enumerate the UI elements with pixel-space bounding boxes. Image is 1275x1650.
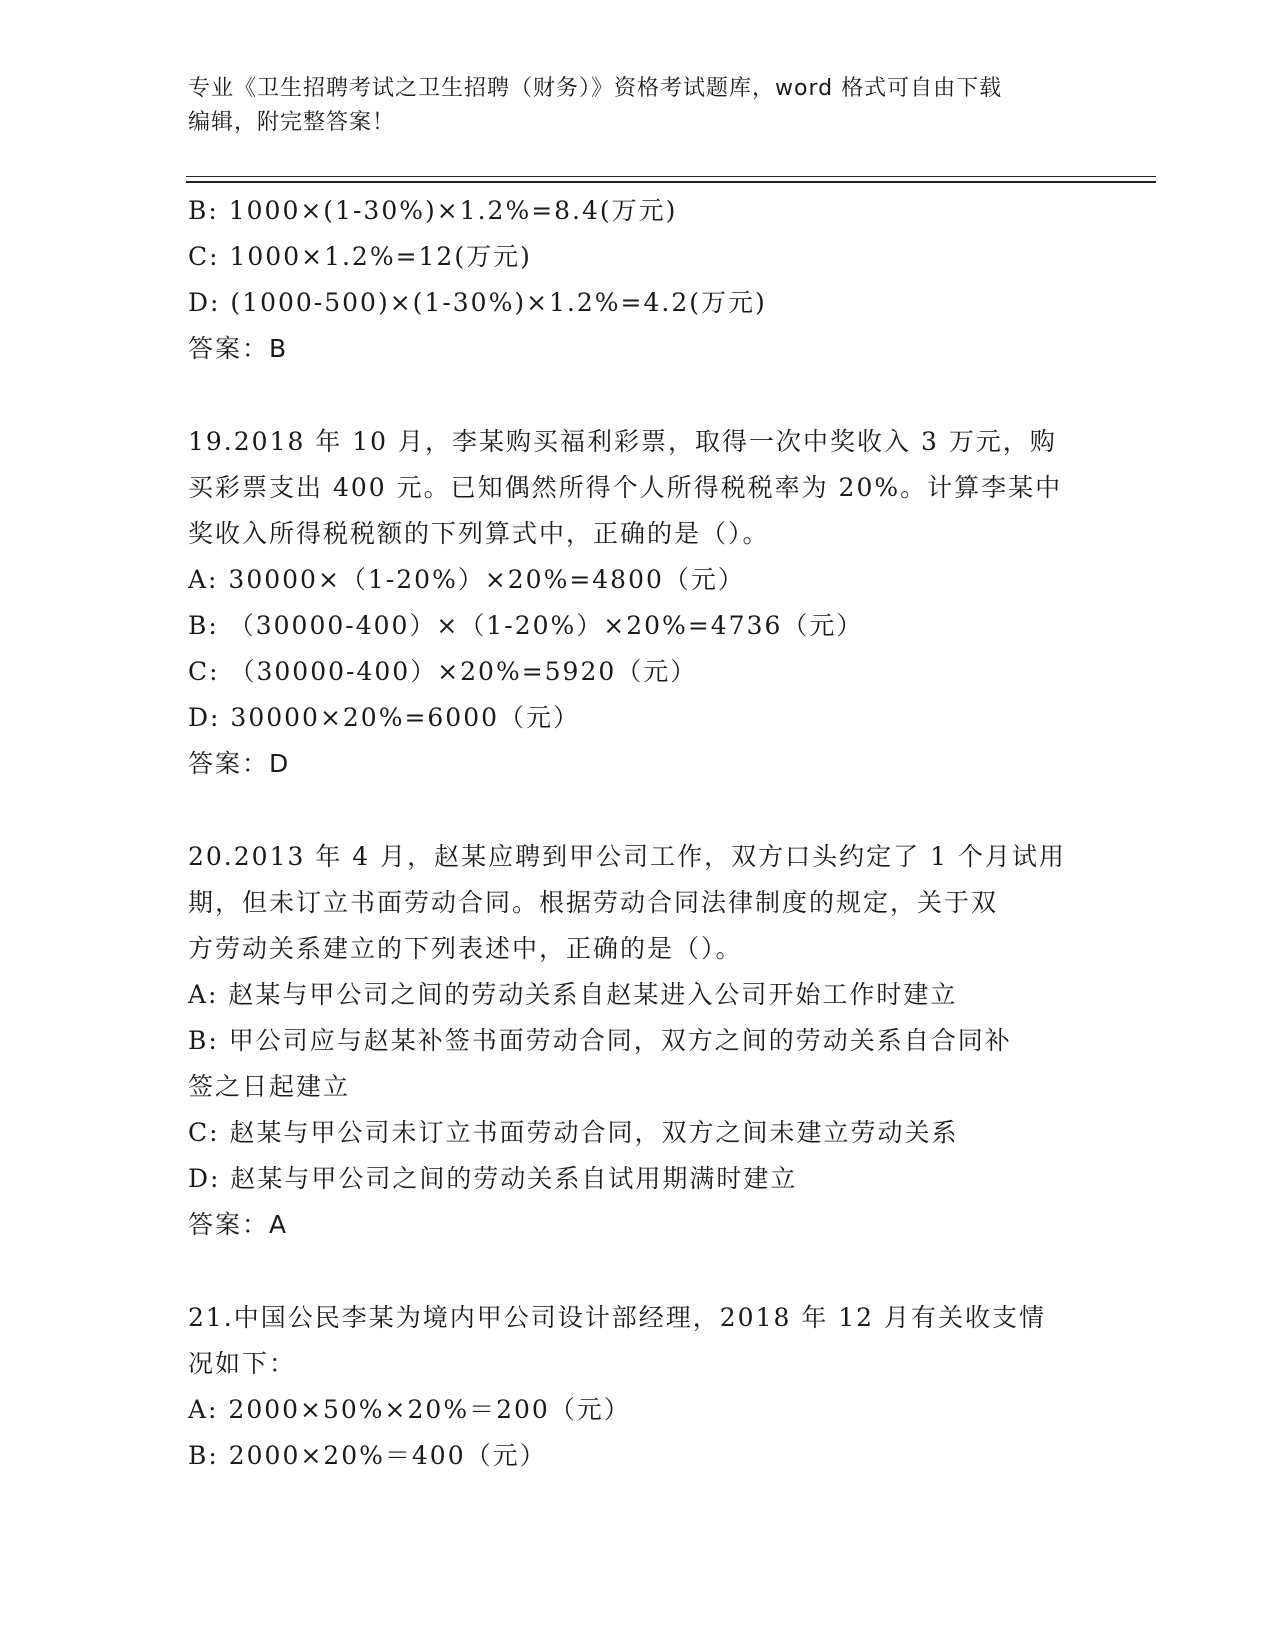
document-body [188,188,1088,1479]
option-d: D: 30000×20%=6000（元） [188,703,581,732]
option-a: A: 2000×50%×20%＝200（元） [188,1395,631,1424]
option-b: B: 2000×20%＝400（元） [188,1441,547,1470]
option-b: B: 1000×(1-30%)×1.2%=8.4(万元) [188,196,678,225]
option-b: B: （30000-400）×（1-20%）×20%=4736（元） [188,611,864,640]
header-divider-thick [186,181,1156,183]
header-divider [186,176,1156,177]
question-21 [188,1295,1088,1479]
header-line-2: 编辑，附完整答案！ [188,110,396,135]
question-stem: 方劳动关系建立的下列表述中，正确的是（）。 [188,934,743,963]
question-stem: 买彩票支出 400 元。已知偶然所得个人所得税税率为 20%。计算李某中 [188,473,1063,502]
header-line-1: 专业《卫生招聘考试之卫生招聘（财务）》资格考试题库，word 格式可自由下载 [188,76,1003,101]
question-19 [188,419,1088,787]
question-20 [188,834,1088,1248]
option-d: D: (1000-500)×(1-30%)×1.2%=4.2(万元) [188,288,767,317]
question-stem: 奖收入所得税税额的下列算式中，正确的是（）。 [188,519,770,548]
question-18 [188,188,1088,372]
option-c: C: （30000-400）×20%=5920（元） [188,657,698,686]
question-stem: 19.2018 年 10 月，李某购买福利彩票，取得一次中奖收入 3 万元，购 [188,427,1057,456]
question-stem: 期，但未订立书面劳动合同。根据劳动合同法律制度的规定，关于双 [188,888,999,917]
answer: 答案：B [188,334,289,363]
question-stem: 21.中国公民李某为境内甲公司设计部经理，2018 年 12 月有关收支情 [188,1303,1047,1332]
option-b: B: 甲公司应与赵某补签书面劳动合同，双方之间的劳动关系自合同补 [188,1026,1012,1055]
answer: 答案：D [188,749,291,778]
question-stem: 20.2013 年 4 月，赵某应聘到甲公司工作，双方口头约定了 1 个月试用 [188,842,1066,871]
option-a: A: 赵某与甲公司之间的劳动关系自赵某进入公司开始工作时建立 [188,980,958,1009]
option-d: D: 赵某与甲公司之间的劳动关系自试用期满时建立 [188,1164,798,1193]
answer: 答案：A [188,1210,289,1239]
page-header [188,72,1088,140]
option-b-continued: 签之日起建立 [188,1072,351,1101]
option-c: C: 赵某与甲公司未订立书面劳动合同，双方之间未建立劳动关系 [188,1118,959,1147]
option-a: A: 30000×（1-20%）×20%=4800（元） [188,565,745,594]
option-c: C: 1000×1.2%=12(万元) [188,242,532,271]
question-stem: 况如下： [188,1349,297,1378]
